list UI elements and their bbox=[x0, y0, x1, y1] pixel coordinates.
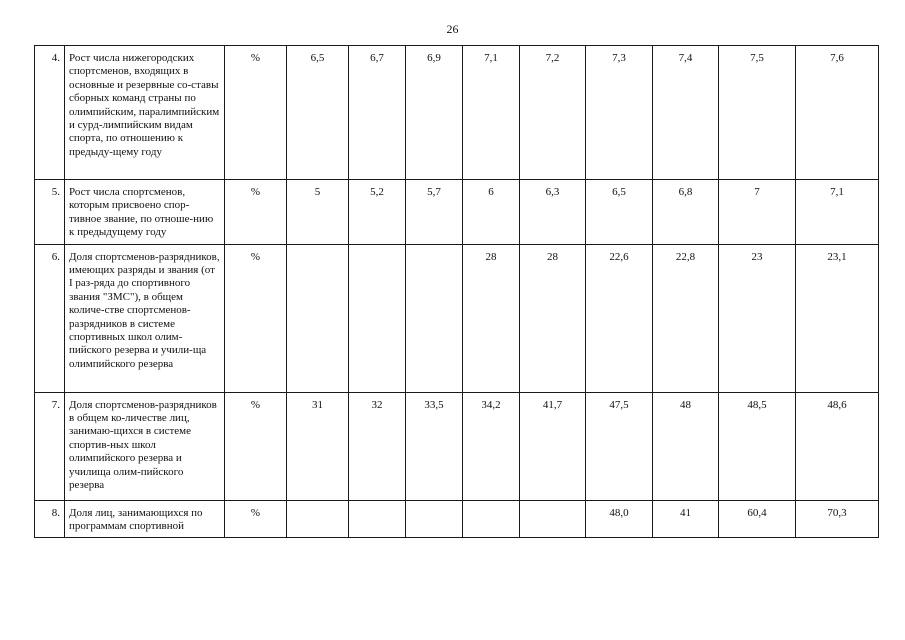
unit-cell: % bbox=[225, 500, 287, 538]
value-cell: 60,4 bbox=[719, 500, 796, 538]
row-number: 6. bbox=[35, 244, 65, 392]
value-cell: 32 bbox=[349, 392, 406, 500]
value-cell bbox=[349, 244, 406, 392]
value-cell: 6 bbox=[463, 180, 520, 245]
value-cell: 22,8 bbox=[653, 244, 719, 392]
indicator-name: Рост числа спортсменов, которым присвоено спор-тивное звание, по отноше-нию к предыдущему году bbox=[65, 180, 225, 245]
page-number: 26 bbox=[446, 22, 459, 36]
value-cell bbox=[406, 500, 463, 538]
value-cell: 7,5 bbox=[719, 46, 796, 180]
value-cell: 31 bbox=[287, 392, 349, 500]
value-cell: 7,1 bbox=[463, 46, 520, 180]
value-cell: 41 bbox=[653, 500, 719, 538]
value-cell: 7,4 bbox=[653, 46, 719, 180]
value-cell: 7 bbox=[719, 180, 796, 245]
table-row bbox=[35, 180, 879, 245]
value-cell: 41,7 bbox=[520, 392, 586, 500]
value-cell: 28 bbox=[463, 244, 520, 392]
value-cell: 34,2 bbox=[463, 392, 520, 500]
value-cell: 6,5 bbox=[586, 180, 653, 245]
unit-cell: % bbox=[225, 46, 287, 180]
value-cell: 48,5 bbox=[719, 392, 796, 500]
value-cell: 5 bbox=[287, 180, 349, 245]
indicator-name: Доля лиц, занимающихся по программам спортивной bbox=[65, 500, 225, 538]
value-cell: 6,9 bbox=[406, 46, 463, 180]
value-cell bbox=[349, 500, 406, 538]
table-row bbox=[35, 244, 879, 392]
row-number: 5. bbox=[35, 180, 65, 245]
value-cell: 6,3 bbox=[520, 180, 586, 245]
value-cell: 70,3 bbox=[796, 500, 879, 538]
unit-cell: % bbox=[225, 180, 287, 245]
value-cell bbox=[463, 500, 520, 538]
indicator-name: Доля спортсменов-разрядников в общем ко-личестве лиц, занимаю-щихся в системе спортив-ных школ олимпийского резерва и училища олим-пийского резерва bbox=[65, 392, 225, 500]
value-cell: 28 bbox=[520, 244, 586, 392]
value-cell: 22,6 bbox=[586, 244, 653, 392]
value-cell: 7,6 bbox=[796, 46, 879, 180]
value-cell: 33,5 bbox=[406, 392, 463, 500]
table-row bbox=[35, 46, 879, 180]
value-cell: 6,7 bbox=[349, 46, 406, 180]
row-number: 8. bbox=[35, 500, 65, 538]
value-cell: 23 bbox=[719, 244, 796, 392]
value-cell: 48,0 bbox=[586, 500, 653, 538]
value-cell: 5,2 bbox=[349, 180, 406, 245]
value-cell bbox=[287, 244, 349, 392]
value-cell: 48,6 bbox=[796, 392, 879, 500]
value-cell: 48 bbox=[653, 392, 719, 500]
value-cell: 6,8 bbox=[653, 180, 719, 245]
value-cell: 5,7 bbox=[406, 180, 463, 245]
value-cell: 7,3 bbox=[586, 46, 653, 180]
row-number: 7. bbox=[35, 392, 65, 500]
table-row bbox=[35, 392, 879, 500]
value-cell: 47,5 bbox=[586, 392, 653, 500]
indicators-table bbox=[34, 45, 879, 538]
unit-cell: % bbox=[225, 392, 287, 500]
row-number: 4. bbox=[35, 46, 65, 180]
unit-cell: % bbox=[225, 244, 287, 392]
value-cell: 6,5 bbox=[287, 46, 349, 180]
value-cell bbox=[406, 244, 463, 392]
indicator-name: Рост числа нижегородских спортсменов, входящих в основные и резервные со-ставы сборных команд страны по олимпийским, паралимпийским и сурд-лимпийским видам спорта, по отношению к предыду-щему году bbox=[65, 46, 225, 180]
value-cell bbox=[287, 500, 349, 538]
value-cell: 7,2 bbox=[520, 46, 586, 180]
table-row bbox=[35, 500, 879, 538]
value-cell bbox=[520, 500, 586, 538]
value-cell: 7,1 bbox=[796, 180, 879, 245]
indicator-name: Доля спортсменов-разрядников, имеющих разряды и звания (от I раз-ряда до спортивного звания "ЗМС"), в общем количе-стве спортсменов-разрядников в системе спортивных школ олим-пийского резерва и учили-ща олимпийского резерва bbox=[65, 244, 225, 392]
value-cell: 23,1 bbox=[796, 244, 879, 392]
